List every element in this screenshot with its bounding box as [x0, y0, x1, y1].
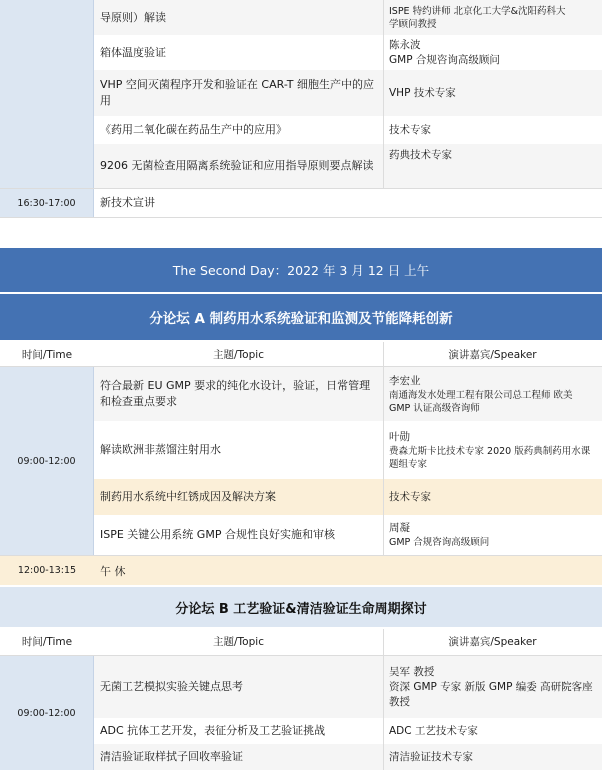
- day1-speaker-2: 陈永波 GMP 合规咨询高级顾问: [383, 35, 602, 70]
- forum-b-header-topic: 主题/Topic: [94, 629, 383, 653]
- forum-a-header-speaker: 演讲嘉宾/Speaker: [383, 342, 602, 366]
- forum-a-topic-3: 制药用水系统中红锈成因及解决方案: [94, 479, 383, 515]
- forum-a-title: 分论坛 A 制药用水系统验证和监测及节能降耗创新: [0, 294, 602, 340]
- forum-b-title: 分论坛 B 工艺验证&清洁验证生命周期探讨: [0, 587, 602, 627]
- column-divider: [383, 629, 384, 770]
- day2-title: The Second Day：2022 年 3 月 12 日 上午: [0, 248, 602, 292]
- forum-a-header-topic: 主题/Topic: [94, 342, 383, 366]
- column-divider: [383, 0, 384, 188]
- divider: [0, 217, 602, 218]
- forum-b-topic-1: 无菌工艺模拟实验关键点思考: [94, 656, 383, 718]
- forum-a-speaker-4: 周凝 GMP 合规咨询高级顾问: [383, 515, 602, 555]
- forum-b-topic-3: 清洁验证取样拭子回收率验证: [94, 744, 383, 770]
- day1-topic-2: 箱体温度验证: [94, 35, 383, 70]
- day1-speaker-3: VHP 技术专家: [383, 70, 602, 116]
- forum-b-speaker-2: ADC 工艺技术专家: [383, 718, 602, 744]
- forum-a-speaker-1: 李宏业 南通海发水处理工程有限公司总工程师 欧美 GMP 认证高级咨询师: [383, 367, 602, 421]
- lunch-time: 12:00-13:15: [0, 556, 94, 585]
- day1-speaker-1: ISPE 特约讲师 北京化工大学&沈阳药科大 学顾问教授: [383, 0, 602, 35]
- day1-speaker-5: 药典技术专家: [383, 144, 602, 188]
- forum-a-header-time: 时间/Time: [0, 342, 94, 366]
- day1-topic-3: VHP 空间灭菌程序开发和验证在 CAR-T 细胞生产中的应用: [94, 70, 383, 116]
- lunch-label: 午 休: [94, 556, 602, 585]
- forum-b-speaker-3: 清洁验证技术专家: [383, 744, 602, 770]
- day1-topic-1: 导原则）解读: [94, 0, 383, 35]
- forum-b-header-speaker: 演讲嘉宾/Speaker: [383, 629, 602, 653]
- forum-a-topic-4: ISPE 关键公用系统 GMP 合规性良好实施和审核: [94, 515, 383, 555]
- forum-a-speaker-3: 技术专家: [383, 479, 602, 515]
- column-divider: [383, 342, 384, 555]
- day1-topic-4: 《药用二氧化碳在药品生产中的应用》: [94, 116, 383, 144]
- forum-a-speaker-2: 叶勋 费森尤斯卡比技术专家 2020 版药典制药用水课题组专家: [383, 421, 602, 479]
- day1-speaker-4: 技术专家: [383, 116, 602, 144]
- day1-closing-time: 16:30-17:00: [0, 189, 94, 217]
- day1-closing-topic: 新技术宣讲: [94, 189, 602, 217]
- day1-time-cell: [0, 0, 94, 188]
- forum-a-topic-1: 符合最新 EU GMP 要求的纯化水设计，验证，日常管理和检查重点要求: [94, 367, 383, 421]
- forum-b-speaker-1: 吴军 教授 资深 GMP 专家 新版 GMP 编委 高研院客座教授: [383, 656, 602, 718]
- forum-a-topic-2: 解读欧洲非蒸馏注射用水: [94, 421, 383, 479]
- forum-b-topic-2: ADC 抗体工艺开发，表征分析及工艺验证挑战: [94, 718, 383, 744]
- forum-a-time: 09:00-12:00: [0, 367, 94, 555]
- day1-topic-5: 9206 无菌检查用隔离系统验证和应用指导原则要点解读: [94, 144, 383, 188]
- forum-b-header-time: 时间/Time: [0, 629, 94, 653]
- forum-b-time: 09:00-12:00: [0, 656, 94, 770]
